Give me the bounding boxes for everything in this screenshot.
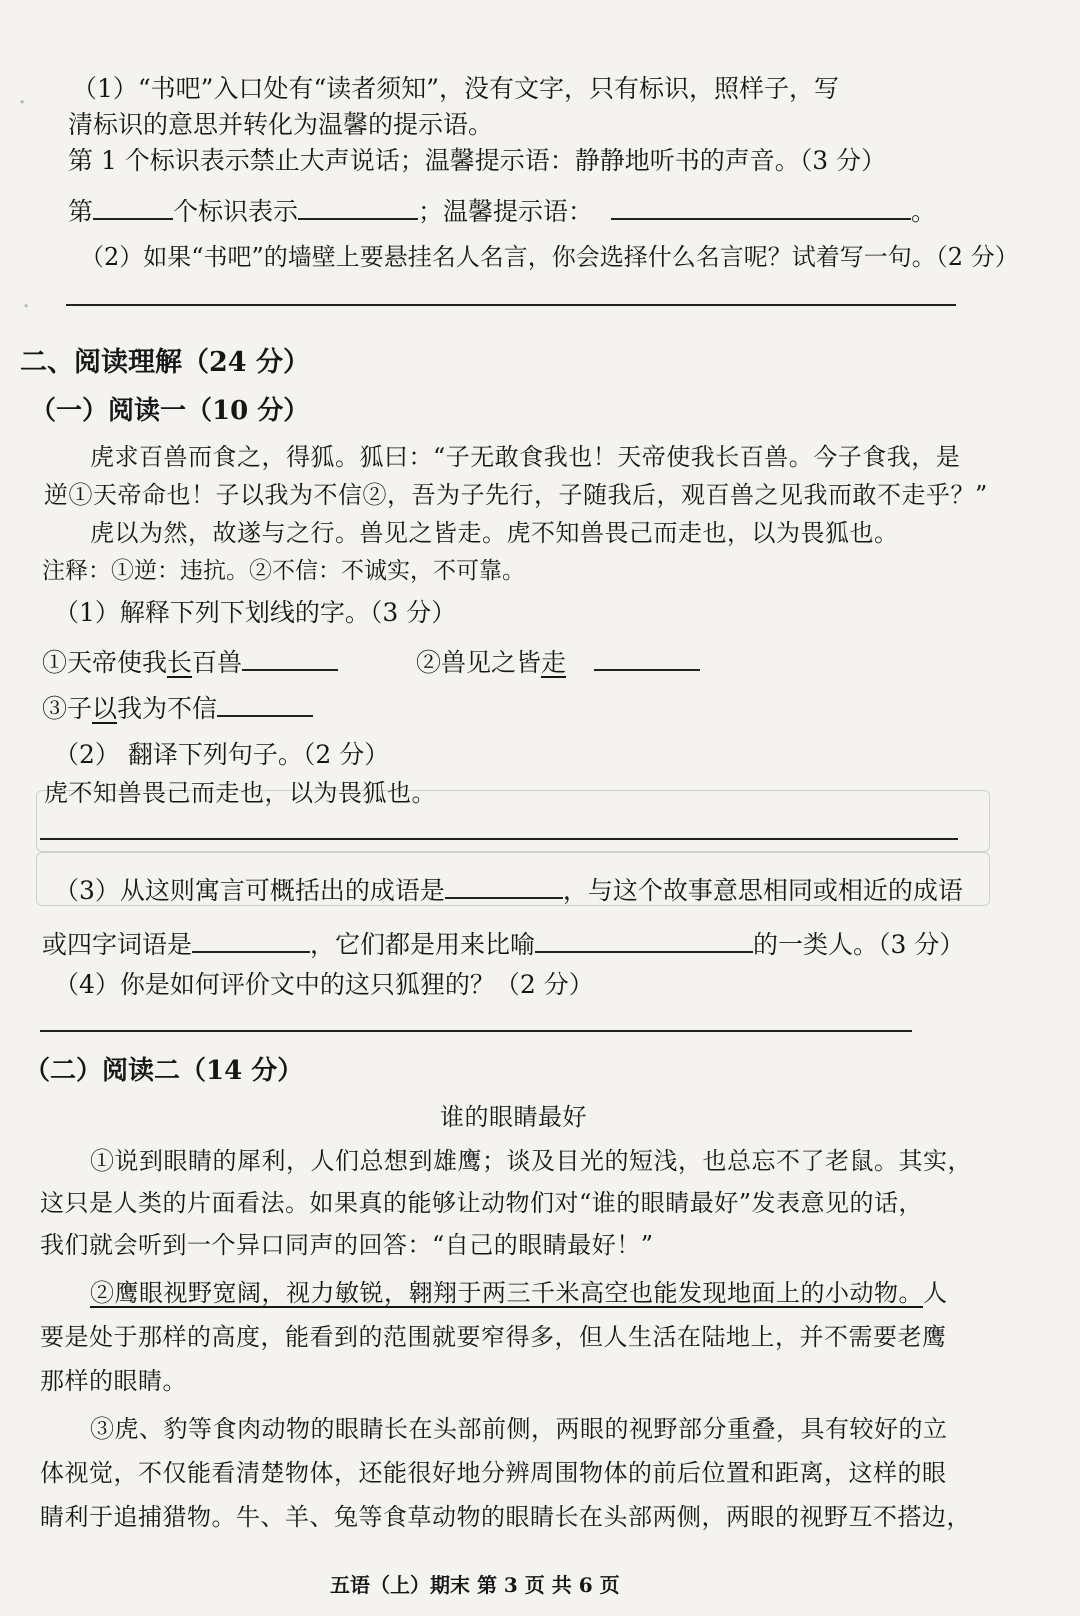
notes: 注释：①逆：违抗。②不信：不诚实，不可靠。	[42, 558, 525, 584]
r1-q3-line2	[42, 928, 964, 962]
q1-fill-label-c: ；温馨提示语：	[418, 197, 594, 226]
q3-text: ，与这个故事意思相同或相近的成语	[562, 876, 963, 905]
q3-text: 的一类人。（3 分）	[753, 930, 965, 959]
r1-q1-item2	[416, 646, 700, 680]
item-text: ③子	[42, 694, 93, 723]
q1-fill-label-b: 个标识表示	[173, 197, 299, 226]
passage-line: 虎求百兽而食之，得狐。狐曰：“子无敢食我也！天帝使我长百兽。今子食我，是	[90, 443, 961, 471]
passage-line: 虎以为然，故遂与之行。兽见之皆走。虎不知兽畏己而走也，以为畏狐也。	[90, 519, 899, 547]
bleed-mark: ·	[18, 88, 27, 118]
bleed-mark: ·	[22, 292, 31, 322]
q2-line: （2）如果“书吧”的墙壁上要悬挂名人名言，你会选择什么名言呢？试着写一句。（2 分）	[80, 243, 1019, 271]
article-line: 我们就会听到一个异口同声的回答：“自己的眼睛最好！”	[40, 1231, 654, 1259]
q1-line1: （1）“书吧”入口处有“读者须知”，没有文字，只有标识，照样子，写	[72, 74, 840, 103]
sign-number-blank[interactable]	[93, 196, 173, 220]
section2-heading: 二、阅读理解（24 分）	[20, 347, 310, 378]
article-line: 睛利于追捕猎物。牛、羊、兔等食草动物的眼睛长在头部两侧，两眼的视野互不搭边，	[40, 1503, 971, 1531]
item-text: 百兽	[192, 648, 243, 677]
reminder-blank[interactable]	[611, 196, 911, 220]
article-text: 人	[923, 1279, 948, 1307]
r1-q3-line1	[54, 874, 963, 908]
item3-blank[interactable]	[217, 693, 313, 717]
reading1-heading: （一）阅读一（10 分）	[30, 396, 310, 426]
evaluation-answer-line[interactable]	[40, 1030, 912, 1032]
r1-q2-sentence: 虎不知兽畏己而走也，以为畏狐也。	[44, 779, 436, 807]
r1-q2: （2） 翻译下列句子。（2 分）	[54, 740, 390, 769]
q1-line2: 清标识的意思并转化为温馨的提示语。	[68, 110, 494, 139]
article-line: 这只是人类的片面看法。如果真的能够让动物们对“谁的眼睛最好”发表意见的话，	[40, 1189, 924, 1217]
r1-q1: （1）解释下列下划线的字。（3 分）	[54, 598, 457, 627]
item2-blank[interactable]	[594, 647, 700, 671]
r1-q4: （4）你是如何评价文中的这只狐狸的？（2 分）	[54, 970, 594, 999]
q3-text: （3）从这则寓言可概括出的成语是	[54, 876, 445, 905]
q3-text: ，它们都是用来比喻	[310, 930, 536, 959]
passage-line: 逆①天帝命也！子以我为不信②，吾为子先行，子随我后，观百兽之见我而敢不走乎？”	[44, 481, 988, 509]
item-text: ②兽见之皆	[416, 648, 542, 677]
idiom-blank[interactable]	[445, 875, 563, 899]
translation-answer-line[interactable]	[40, 838, 958, 840]
item-text: ①天帝使我	[42, 648, 168, 677]
r1-q1-item3	[42, 692, 313, 726]
article-line: ①说到眼睛的犀利，人们总想到雄鹰；谈及目光的短浅，也总忘不了老鼠。其实，	[90, 1147, 972, 1175]
article-line	[90, 1276, 948, 1310]
underlined-char: 长	[167, 648, 193, 677]
q3-text: 或四字词语是	[42, 930, 193, 959]
article-line: 体视觉，不仅能看清楚物体，还能很好地分辨周围物体的前后位置和距离，这样的眼	[40, 1459, 947, 1487]
article-line: 那样的眼睛。	[40, 1367, 187, 1395]
q1-example: 第 1 个标识表示禁止大声说话；温馨提示语：静静地听书的声音。（3 分）	[68, 146, 887, 175]
underlined-sentence: ②鹰眼视野宽阔，视力敏锐，翱翔于两三千米高空也能发现地面上的小动物。	[90, 1279, 923, 1307]
q1-fill-label-a: 第	[68, 197, 94, 226]
r1-q1-item1	[42, 646, 338, 680]
sign-meaning-blank[interactable]	[298, 196, 418, 220]
q1-fill-label-d: 。	[911, 197, 937, 226]
article-title: 谁的眼睛最好	[440, 1103, 587, 1131]
page-footer: 五语（上）期末 第 3 页 共 6 页	[330, 1573, 620, 1597]
similar-idiom-blank[interactable]	[192, 929, 310, 953]
q2-answer-line[interactable]	[66, 304, 956, 306]
reading2-heading: （二）阅读二（14 分）	[24, 1056, 304, 1086]
article-line: 要是处于那样的高度，能看到的范围就要窄得多，但人生活在陆地上，并不需要老鹰	[40, 1323, 947, 1351]
underlined-char: 以	[92, 694, 118, 723]
item-text: 我为不信	[117, 694, 218, 723]
metaphor-blank[interactable]	[535, 929, 753, 953]
article-line: ③虎、豹等食肉动物的眼睛长在头部前侧，两眼的视野部分重叠，具有较好的立	[90, 1415, 948, 1443]
item1-blank[interactable]	[242, 647, 338, 671]
underlined-char: 走	[541, 648, 567, 677]
q1-fill-row	[68, 195, 936, 229]
